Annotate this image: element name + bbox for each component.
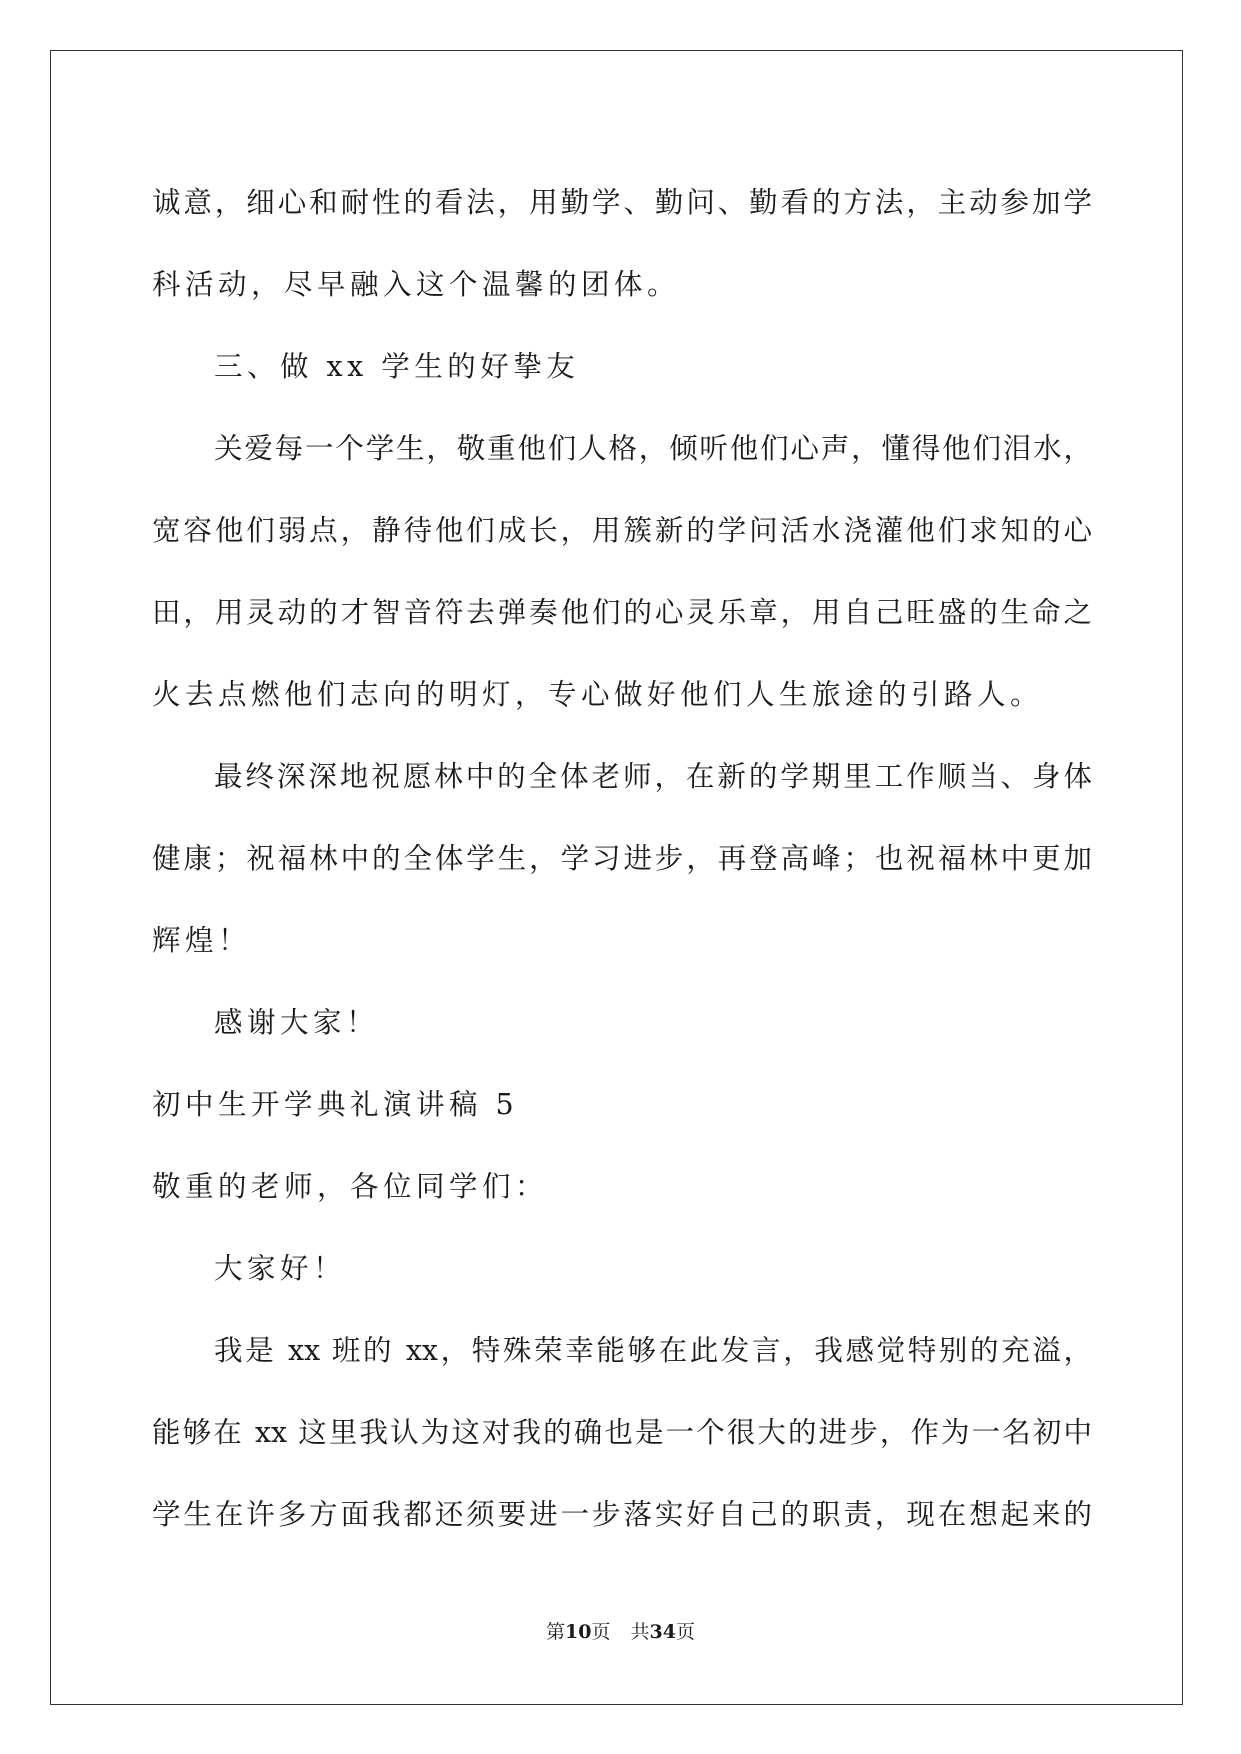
total-pages: 34 — [649, 1621, 676, 1643]
document-body — [152, 162, 1092, 1556]
text-line: 健康；祝福林中的全体学生，学习进步，再登高峰；也祝福林中更加 — [152, 842, 1092, 875]
speech-title: 初中生开学典礼演讲稿 5 — [152, 1088, 519, 1121]
text-line: 科活动，尽早融入这个温馨的团体。 — [152, 268, 681, 301]
text-line: 最终深深地祝愿林中的全体老师，在新的学期里工作顺当、身体 — [214, 760, 1092, 793]
page-suffix: 页 — [591, 1621, 611, 1643]
total-suffix: 页 — [675, 1621, 695, 1643]
total-prefix: 共 — [630, 1621, 650, 1643]
text-line: 辉煌！ — [152, 924, 252, 957]
section-heading: 三、做 xx 学生的好挚友 — [214, 350, 580, 383]
text-line: 宽容他们弱点，静待他们成长，用簇新的学问活水浇灌他们求知的心 — [152, 514, 1092, 547]
page-prefix: 第 — [546, 1621, 566, 1643]
salutation: 敬重的老师，各位同学们： — [152, 1170, 549, 1203]
page-number: 10 — [565, 1621, 592, 1643]
page-footer — [0, 1620, 1241, 1644]
text-line: 我是 xx 班的 xx，特殊荣幸能够在此发言，我感觉特别的充溢， — [214, 1334, 1092, 1367]
text-line: 学生在许多方面我都还须要进一步落实好自己的职责，现在想起来的 — [152, 1498, 1092, 1531]
greeting: 大家好！ — [214, 1252, 347, 1285]
text-line: 诚意，细心和耐性的看法，用勤学、勤问、勤看的方法，主动参加学 — [152, 186, 1092, 219]
text-line: 火去点燃他们志向的明灯，专心做好他们人生旅途的引路人。 — [152, 678, 1044, 711]
text-line: 关爱每一个学生，敬重他们人格，倾听他们心声，懂得他们泪水， — [214, 432, 1092, 465]
text-line: 感谢大家！ — [214, 1006, 380, 1039]
text-line: 能够在 xx 这里我认为这对我的确也是一个很大的进步，作为一名初中 — [152, 1416, 1092, 1449]
text-line: 田，用灵动的才智音符去弹奏他们的心灵乐章，用自己旺盛的生命之 — [152, 596, 1092, 629]
